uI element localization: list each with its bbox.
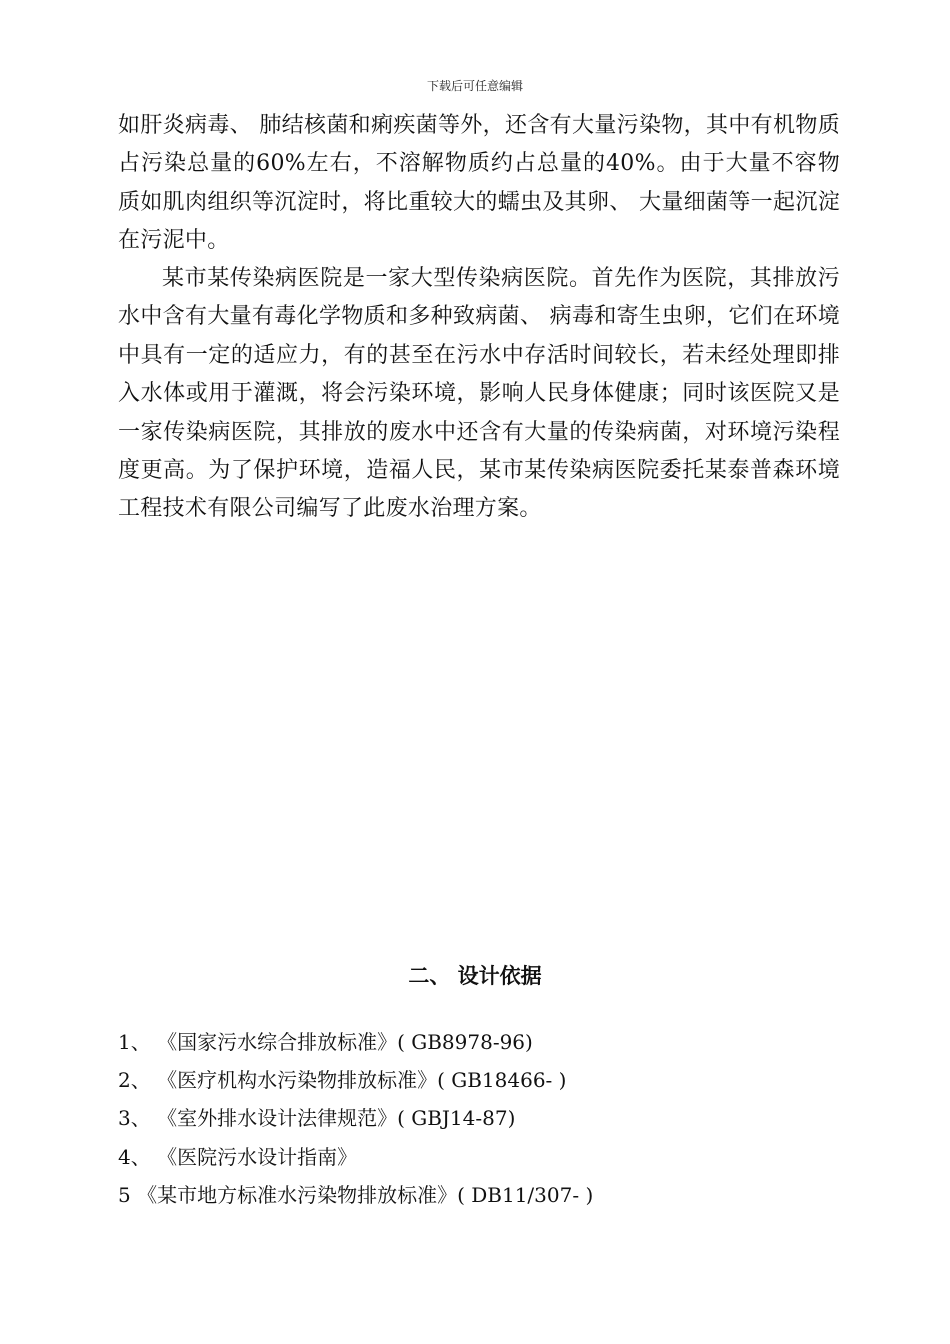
reference-item-2: 2、 《医疗机构水污染物排放标准》( GB18466- )	[118, 1068, 567, 1093]
page-header-note: 下载后可任意编辑	[426, 79, 523, 93]
reference-item-3: 3、 《室外排水设计法律规范》( GBJ14-87)	[118, 1106, 516, 1131]
reference-item-5: 5 《某市地方标准水污染物排放标准》( DB11/307- )	[118, 1182, 594, 1207]
section-title: 二、 设计依据	[408, 964, 542, 988]
reference-item-4: 4、 《医院污水设计指南》	[118, 1144, 358, 1169]
reference-list	[118, 1023, 840, 1214]
body-paragraph-1: 如肝炎病毒、 肺结核菌和痢疾菌等外，还含有大量污染物，其中有机物质占污染总量的60%左右，不溶解物质约占总量的40%。由于大量不容物质如肌肉组织等沉淀时，将比重较大的蠕虫及其卵、 大量细菌等一起沉淀在污泥中。	[118, 113, 840, 254]
body-paragraph-2: 某市某传染病医院是一家大型传染病医院。首先作为医院，其排放污水中含有大量有毒化学物质和多种致病菌、 病毒和寄生虫卵，它们在环境中具有一定的适应力，有的甚至在污水中存活时间较长，若未经处理即排入水体或用于灌溉，将会污染环境，影响人民身体健康；同时该医院又是一家传染病医院，其排放的废水中还含有大量的传染病菌，对环境污染程度更高。为了保护环境，造福人民，某市某传染病医院委托某泰普森环境工程技术有限公司编写了此废水治理方案。	[118, 266, 840, 522]
reference-item-1: 1、 《国家污水综合排放标准》( GB8978-96)	[118, 1030, 533, 1054]
